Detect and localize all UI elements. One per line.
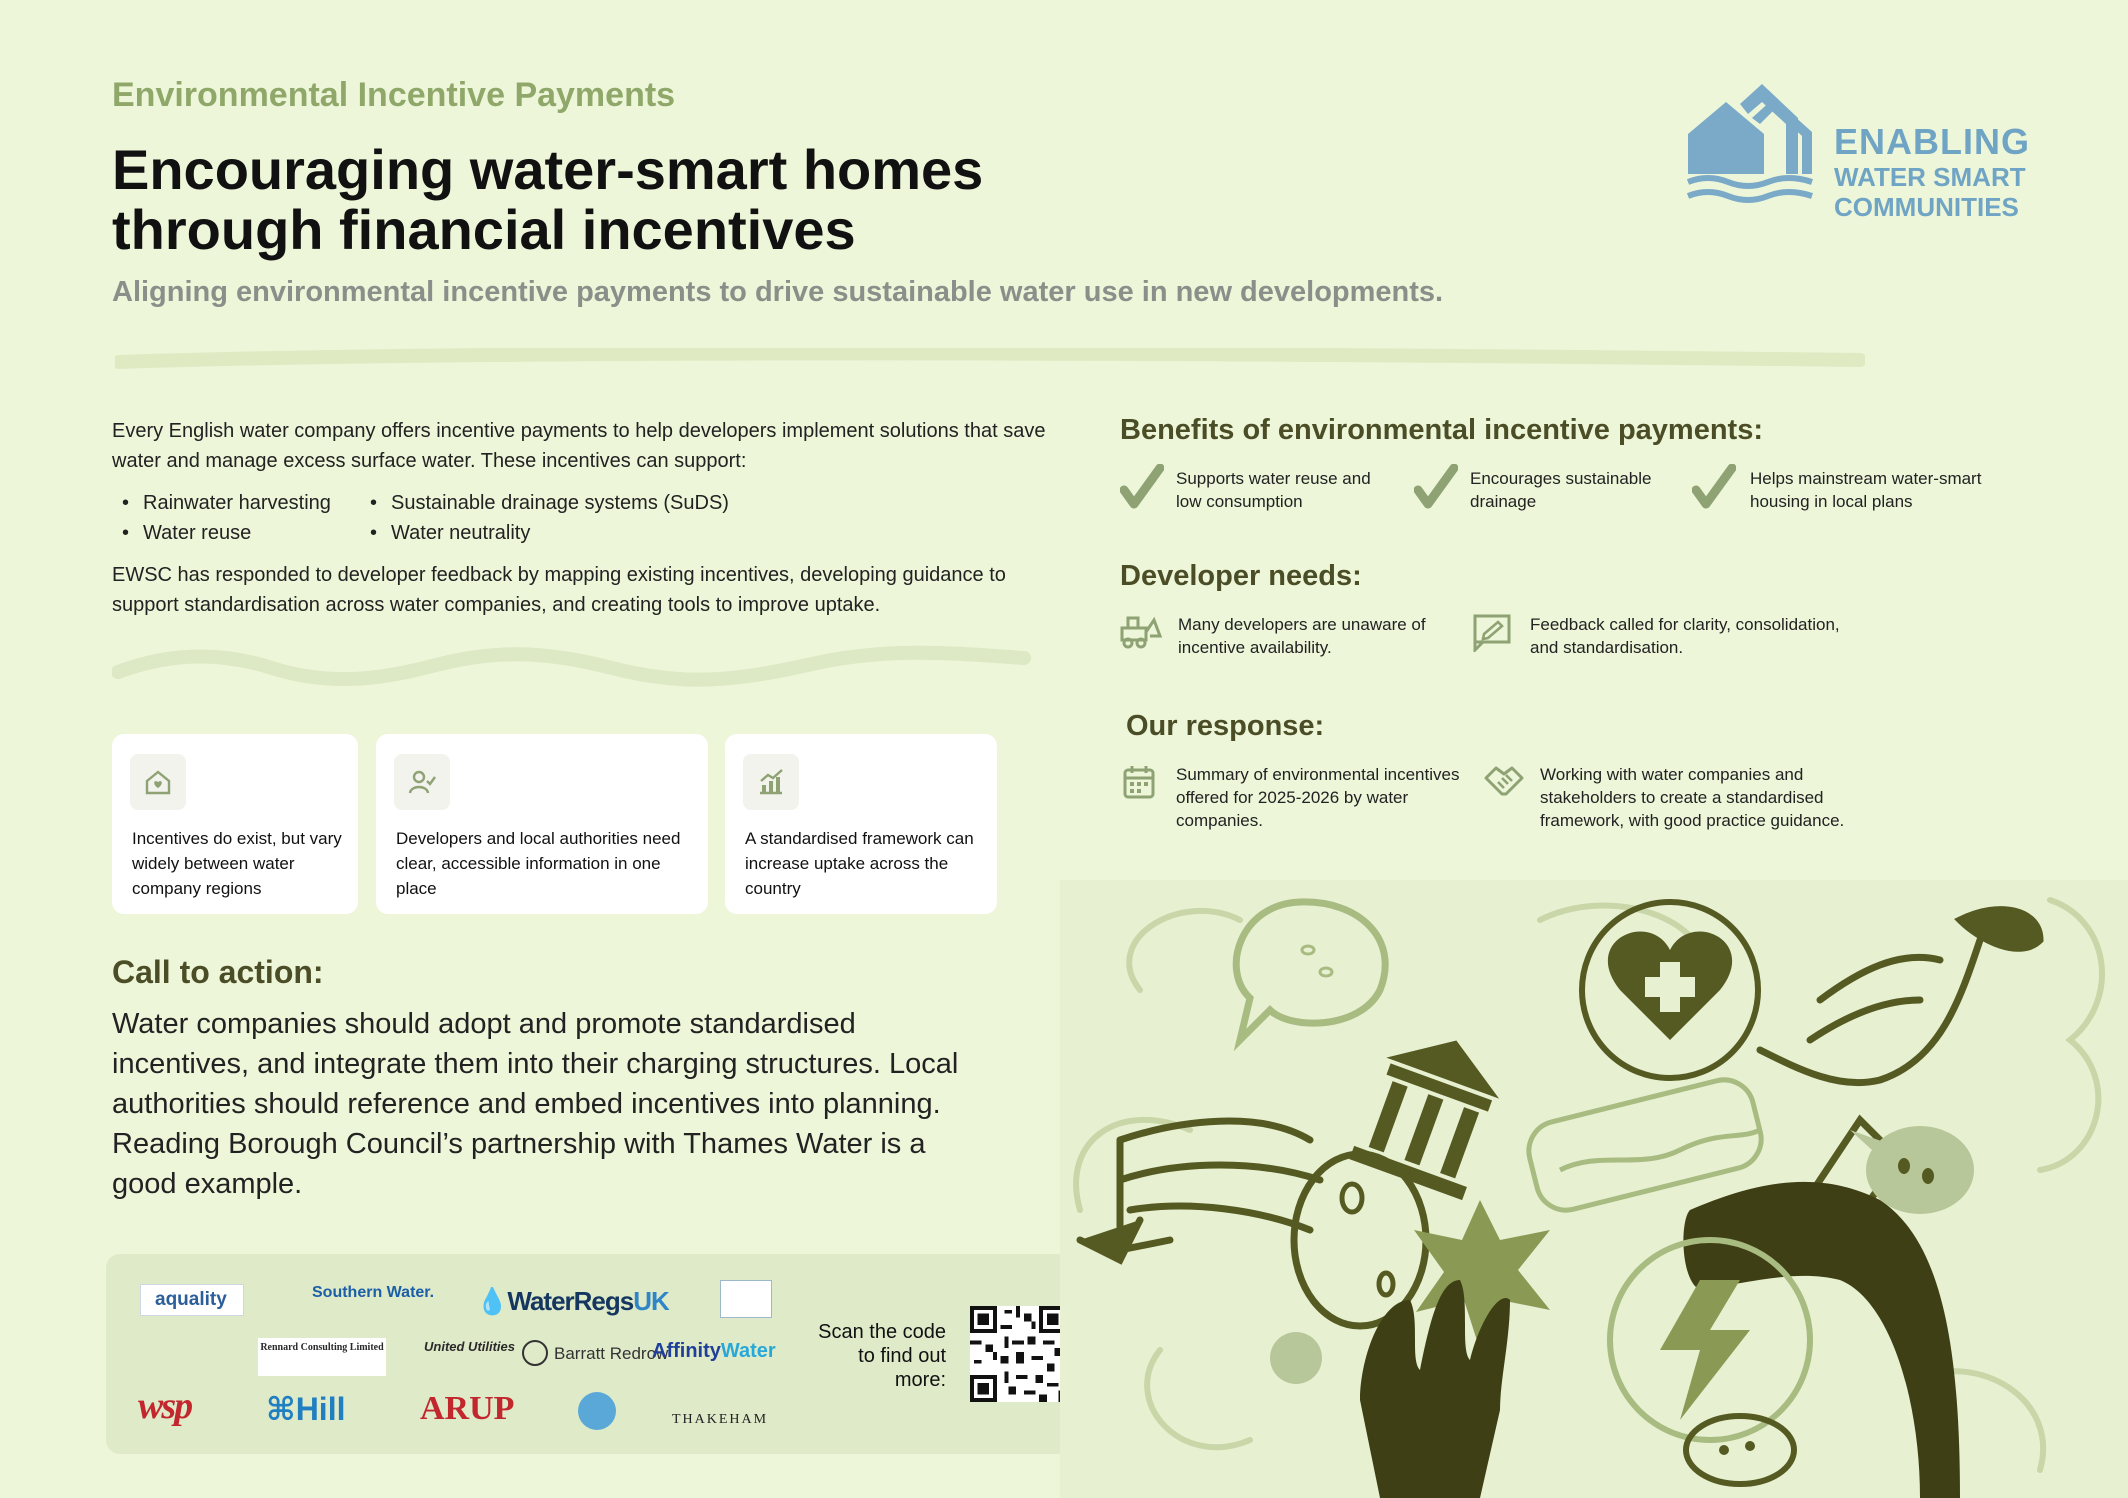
decorative-circle xyxy=(1270,1332,1322,1384)
logo-line-3: COMMUNITIES xyxy=(1834,192,2019,222)
developer-need-text-2: Feedback called for clarity, consolidation, and standardisation. xyxy=(1530,615,1840,657)
affinity-wordmark: Affinity xyxy=(652,1340,721,1362)
waterregs-drop-icon: 💧 xyxy=(476,1286,508,1316)
hill-logo xyxy=(266,1390,345,1428)
hill-mark-icon: ⌘ xyxy=(266,1391,296,1427)
hill-wordmark: Hill xyxy=(295,1391,346,1427)
developer-needs-title: Developer needs: xyxy=(1120,560,1362,592)
calendar-icon xyxy=(1122,764,1156,800)
headline-line-1: Encouraging water-smart homes xyxy=(112,138,984,201)
rennard-consulting-logo: Rennard Consulting Limited xyxy=(258,1338,386,1376)
checkmark-icon xyxy=(1692,464,1736,512)
person-check-icon xyxy=(394,754,450,810)
benefit-text-3: Helps mainstream water-smart housing in local plans xyxy=(1750,469,1982,511)
barratt-redrow-logo xyxy=(522,1340,669,1366)
checkmark-icon xyxy=(1414,464,1458,512)
eyebrow-title: Environmental Incentive Payments xyxy=(112,76,676,114)
waterregs-wordmark: WaterRegs xyxy=(507,1286,634,1316)
info-card-1 xyxy=(112,734,358,914)
developer-need-text-1: Many developers are unaware of incentive availability. xyxy=(1178,615,1426,657)
southern-water-logo: Southern Water. xyxy=(312,1284,435,1301)
bullet-water-neutrality: • Water neutrality xyxy=(360,518,530,548)
subheadline: Aligning environmental incentive payments to drive sustainable water use in new developments. xyxy=(112,276,1444,308)
divider-brush-stroke xyxy=(115,348,1865,374)
handshake-icon xyxy=(1484,764,1524,800)
headline-line-2: through financial incentives xyxy=(112,198,856,261)
benefit-text-2: Encourages sustainable drainage xyxy=(1470,469,1652,511)
response-text-2: Working with water companies and stakeholders to create a standardised framework, with good practice guidance. xyxy=(1540,765,1845,830)
bullet-water-reuse: • Water reuse xyxy=(112,518,251,548)
intro-paragraph-1: Every English water company offers incentive payments to help developers implement solutions that save water and manage excess surface water. These incentives can support: xyxy=(112,420,1046,472)
bullet-rainwater: • Rainwater harvesting xyxy=(112,488,331,518)
card-text-1: Incentives do exist, but vary widely between water company regions xyxy=(132,829,342,898)
construction-vehicle-icon xyxy=(1120,612,1162,650)
intro-paragraph-2: EWSC has responded to developer feedback by mapping existing incentives, developing guidance to support standardisation across water companies, and creating tools to improve uptake. xyxy=(112,564,1006,616)
info-card-2 xyxy=(376,734,708,914)
partner-logos-panel xyxy=(106,1254,1106,1454)
waterregs-uk-suffix: UK xyxy=(633,1286,669,1316)
bullet-suds: • Sustainable drainage systems (SuDS) xyxy=(360,488,729,518)
thames-water-logo xyxy=(578,1392,616,1430)
card-text-2: Developers and local authorities need clear, accessible information in one place xyxy=(396,829,681,898)
benefits-title: Benefits of environmental incentive payments: xyxy=(1120,414,1763,446)
logo-line-1: ENABLING xyxy=(1834,121,2030,162)
united-utilities-logo: United Utilities xyxy=(424,1339,516,1354)
house-heart-icon xyxy=(130,754,186,810)
info-card-3 xyxy=(725,734,997,914)
card-text-3: A standardised framework can increase uptake across the country xyxy=(745,829,974,898)
checkmark-icon xyxy=(1120,464,1164,512)
benefit-text-1: Supports water reuse and low consumption xyxy=(1176,469,1371,511)
feedback-form-icon xyxy=(1472,612,1512,652)
scan-instructions: Scan the code to find out more: xyxy=(818,1321,946,1391)
qr-code[interactable] xyxy=(970,1306,1066,1402)
aquality-logo: aquality xyxy=(140,1284,244,1316)
hands-collaboration-illustration xyxy=(1060,880,2128,1498)
call-to-action-body: Water companies should adopt and promote standardised incentives, and integrate them into their charging structures. Local authorities should reference and embed incentives into planning. Reading Borough Council’s partnership with Thames Water is a good example. xyxy=(112,1008,959,1200)
wsp-logo: wsp xyxy=(138,1385,192,1427)
call-to-action-title: Call to action: xyxy=(112,954,324,990)
partner-badge-logo xyxy=(720,1280,772,1318)
ewsc-logo xyxy=(1686,74,2030,222)
logo-line-2: WATER SMART xyxy=(1834,162,2026,192)
logo-wordmark xyxy=(1834,121,2030,222)
arup-logo: ARUP xyxy=(420,1390,515,1427)
response-text-1: Summary of environmental incentives offered for 2025-2026 by water companies. xyxy=(1176,765,1460,830)
barratt-redrow-wordmark: Barratt Redrow xyxy=(554,1343,669,1363)
growth-chart-icon xyxy=(743,754,799,810)
barratt-tree-icon xyxy=(522,1340,548,1366)
our-response-title: Our response: xyxy=(1126,710,1325,742)
headline xyxy=(112,140,1092,260)
waterregs-uk-logo xyxy=(476,1286,669,1317)
affinity-water-logo xyxy=(652,1340,776,1363)
affinity-water-wordmark: Water xyxy=(720,1340,776,1362)
wave-brush-stroke xyxy=(112,642,1032,688)
house-waves-logo-icon xyxy=(1686,74,1816,214)
thakeham-logo: THAKEHAM xyxy=(672,1412,769,1427)
